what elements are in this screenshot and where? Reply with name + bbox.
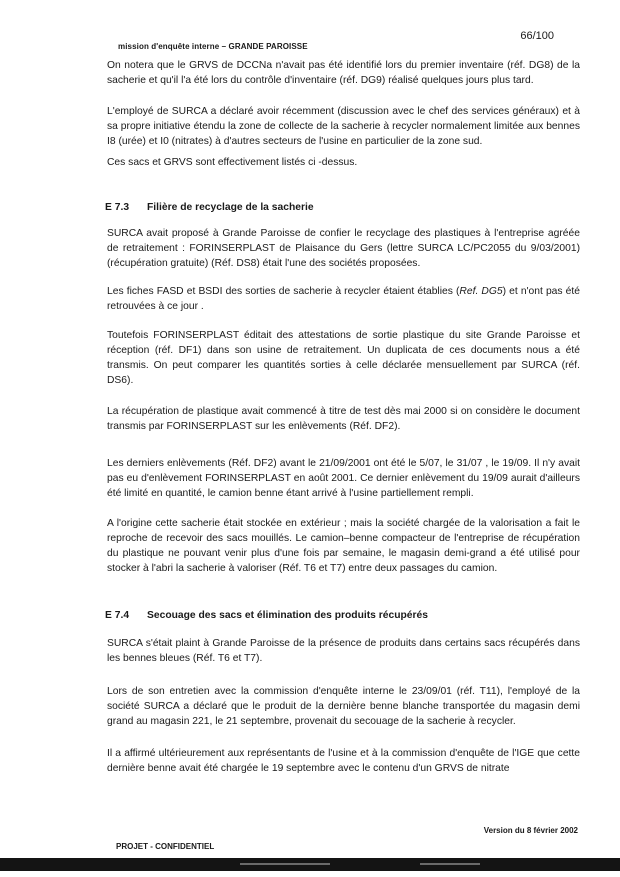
paragraph: SURCA s'était plaint à Grande Paroisse de la présence de produits dans certains sacs récupérés dans les bennes bleues (Réf. T6 et T7). xyxy=(107,638,580,664)
section-title: Filière de recyclage de la sacherie xyxy=(147,202,314,213)
paragraph: Il a affirmé ultérieurement aux représentants de l'usine et à la commission d'enquête de l'IGE que cette dernière benne avait été chargée le 19 septembre avec le contenu d'un GRVS de nitrate xyxy=(107,748,580,774)
rule-gap xyxy=(420,863,480,865)
paragraph: Lors de son entretien avec la commission d'enquête interne le 23/09/01 (réf. T11), l'employé de la société SURCA a déclaré que le produit de la dernière benne blanche transportée du magasin demi grand au magasin 221, le 21 septembre, provenait du secouage de la sacherie à recycler. xyxy=(107,686,580,727)
reference: Ref. DG5 xyxy=(459,286,503,297)
section-heading xyxy=(105,202,314,213)
paragraph xyxy=(107,284,580,314)
paragraph: La récupération de plastique avait commencé à titre de test dès mai 2000 si on considère le document transmis par FORINSERPLAST sur les enlèvements (Réf. DF2). xyxy=(107,406,580,432)
paragraph: Les derniers enlèvements (Réf. DF2) avant le 21/09/2001 ont été le 5/07, le 31/07 , le 19/09. Il n'y avait pas eu d'enlèvement FORINSERPLAST en août 2001. Ce dernier enlèvement du 19/09 aurait d'ailleurs été limité en quantité, le camion benne étant arrivé à l'usine partiellement rempli. xyxy=(107,458,580,499)
paragraph: A l'origine cette sacherie était stockée en extérieur ; mais la société chargée de la valorisation a fait le reproche de recevoir des sacs mouillés. Le camion–benne compacteur de l'entreprise de récupération du plastique ne pouvant venir plus d'une fois par semaine, le magasin demi-grand a été utilisé pour stocker à l'abri la sacherie à valoriser (Réf. T6 et T7) entre deux passages du camion. xyxy=(107,518,580,574)
paragraph-text: Les fiches FASD et BSDI des sorties de sacherie à recycler étaient établies ( xyxy=(107,286,460,297)
paragraph-text: ) et n'ont pas été retrouvées à ce jour . xyxy=(107,286,580,312)
confidential-label: PROJET - CONFIDENTIEL xyxy=(116,842,215,851)
version-date: Version du 8 février 2002 xyxy=(483,826,578,835)
paragraph: Toutefois FORINSERPLAST éditait des attestations de sortie plastique du site Grande Paroisse et réception (réf. DF1) dans son usine de retraitement. Un duplicata de ces documents nous a été transmis. On peut comparer les quantités sorties à celle déclarée mensuellement par SURCA (réf. DS6). xyxy=(107,330,580,386)
section-title: Secouage des sacs et élimination des produits récupérés xyxy=(147,610,428,621)
page-number: 66/100 xyxy=(520,30,554,42)
section-number: E 7.3 xyxy=(105,202,130,213)
section-heading xyxy=(105,610,428,621)
rule-gap xyxy=(240,863,330,865)
paragraph: Ces sacs et GRVS sont effectivement listés ci -dessus. xyxy=(107,157,358,168)
section-number: E 7.4 xyxy=(105,610,130,621)
paragraph: L'employé de SURCA a déclaré avoir récemment (discussion avec le chef des services généraux) et à sa propre initiative étendu la zone de collecte de la sacherie à recycler normalement limitée aux bennes I8 (urée) et I0 (nitrates) à d'autres secteurs de l'usine en particulier de la zone sud. xyxy=(107,106,580,147)
header-title: mission d'enquête interne – GRANDE PAROISSE xyxy=(118,42,308,51)
paragraph: SURCA avait proposé à Grande Paroisse de confier le recyclage des plastiques à l'entreprise agréée de retraitement : FORINSERPLAST de Plaisance du Gers (lettre SURCA LC/PC2055 du 9/03/2001) (récupération gratuite) (Réf. DS8) était l'une des sociétés proposées. xyxy=(107,228,580,269)
paragraph: On notera que le GRVS de DCCNa n'avait pas été identifié lors du premier inventaire (réf. DG8) de la sacherie et qu'il l'a été lors du contrôle d'inventaire (réf. DG9) réalisé quelques jours plus tard. xyxy=(107,60,580,86)
